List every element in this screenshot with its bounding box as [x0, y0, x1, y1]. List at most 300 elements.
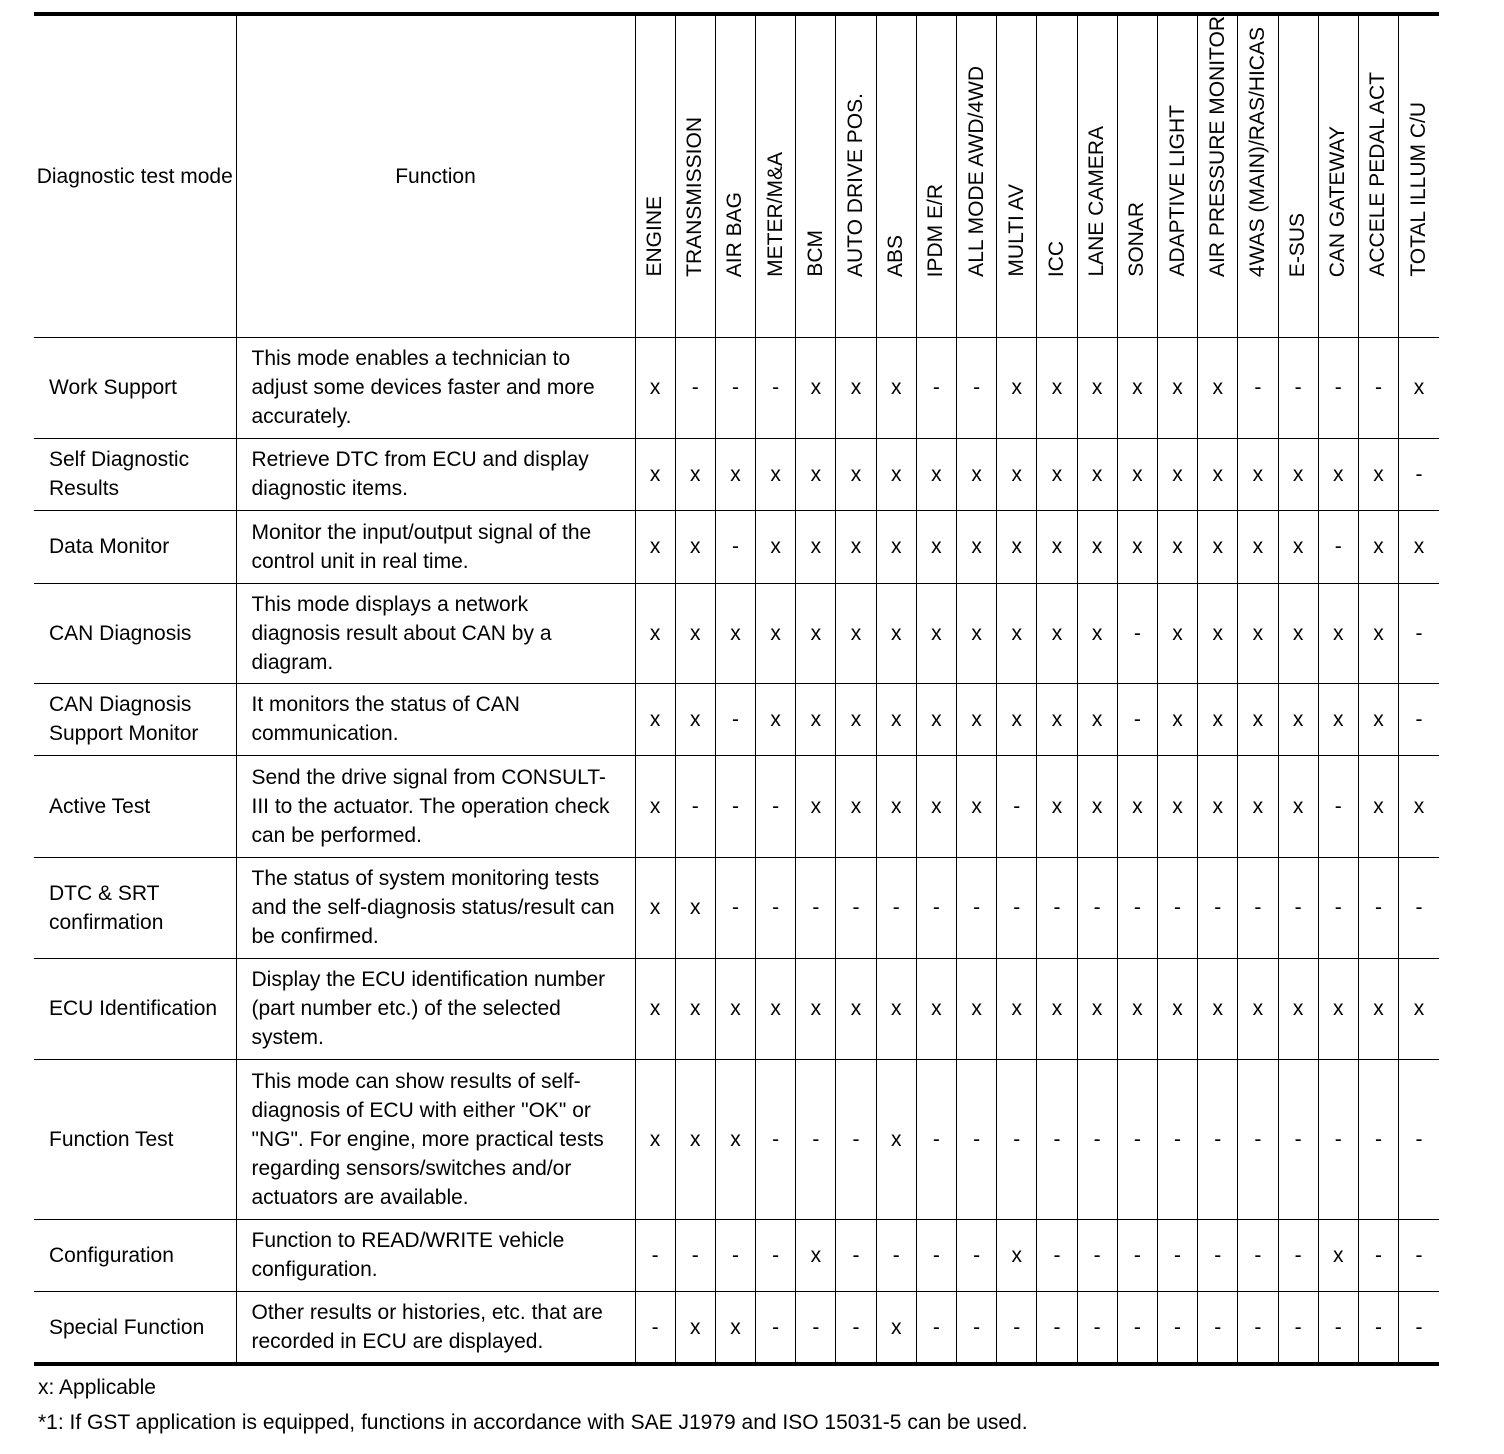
system-label: IPDM E/R	[924, 183, 948, 277]
applicability-cell: -	[1077, 1059, 1117, 1219]
applicability-cell: -	[1198, 857, 1238, 958]
applicability-cell: x	[1238, 958, 1278, 1059]
applicability-cell: -	[675, 755, 715, 857]
system-label: ADAPTIVE LIGHT	[1165, 105, 1189, 277]
applicability-cell: x	[715, 1059, 755, 1219]
applicability-cell: -	[1037, 857, 1077, 958]
applicability-cell: x	[1238, 755, 1278, 857]
mode-cell: Self Diagnostic Results	[34, 438, 236, 510]
applicability-cell: -	[836, 857, 876, 958]
applicability-cell: x	[1198, 683, 1238, 755]
applicability-cell: x	[635, 857, 675, 958]
applicability-cell: x	[1358, 510, 1398, 583]
applicability-cell: x	[1077, 438, 1117, 510]
system-label: ENGINE	[643, 196, 667, 277]
applicability-cell: -	[1157, 1219, 1197, 1291]
applicability-cell: x	[876, 337, 916, 438]
applicability-cell: x	[997, 683, 1037, 755]
applicability-cell: -	[1399, 438, 1439, 510]
mode-cell: Data Monitor	[34, 510, 236, 583]
applicability-cell: -	[796, 1291, 836, 1364]
function-cell: Send the drive signal from CONSULT-III to the actuator. The operation check can be performed.	[236, 755, 635, 857]
applicability-cell: x	[957, 583, 997, 683]
applicability-cell: -	[1037, 1291, 1077, 1364]
applicability-cell: -	[916, 337, 956, 438]
footnotes	[38, 1370, 1028, 1440]
header-system-11	[1077, 14, 1117, 337]
applicability-cell: -	[635, 1219, 675, 1291]
applicability-cell: x	[1358, 755, 1398, 857]
table-header-row	[34, 14, 1439, 337]
applicability-cell: -	[1318, 337, 1358, 438]
mode-cell: Active Test	[34, 755, 236, 857]
applicability-cell: -	[1117, 857, 1157, 958]
header-system-19	[1399, 14, 1439, 337]
applicability-cell: x	[1157, 337, 1197, 438]
applicability-cell: -	[1117, 1059, 1157, 1219]
diagnostic-mode-table	[34, 12, 1439, 1366]
applicability-cell: x	[635, 337, 675, 438]
applicability-cell: -	[957, 1291, 997, 1364]
header-system-7	[916, 14, 956, 337]
applicability-cell: x	[1238, 583, 1278, 683]
applicability-cell: -	[1198, 1059, 1238, 1219]
applicability-cell: x	[1318, 958, 1358, 1059]
applicability-cell: x	[876, 438, 916, 510]
applicability-cell: -	[1318, 755, 1358, 857]
applicability-cell: x	[916, 510, 956, 583]
table-row	[34, 958, 1439, 1059]
applicability-cell: x	[997, 510, 1037, 583]
applicability-cell: -	[1157, 1059, 1197, 1219]
applicability-cell: x	[1037, 958, 1077, 1059]
applicability-cell: -	[1399, 1059, 1439, 1219]
legend-note: x: Applicable	[38, 1376, 156, 1399]
applicability-cell: -	[1157, 1291, 1197, 1364]
mode-cell: DTC & SRT confirmation	[34, 857, 236, 958]
applicability-cell: -	[916, 1291, 956, 1364]
applicability-cell: -	[957, 1059, 997, 1219]
applicability-cell: x	[1037, 583, 1077, 683]
applicability-cell: -	[957, 337, 997, 438]
system-label: BCM	[803, 230, 827, 277]
table-row	[34, 755, 1439, 857]
applicability-cell: x	[635, 958, 675, 1059]
table-row	[34, 683, 1439, 755]
applicability-cell: -	[1358, 337, 1398, 438]
applicability-cell: x	[1399, 510, 1439, 583]
applicability-cell: x	[1198, 755, 1238, 857]
applicability-cell: -	[675, 1219, 715, 1291]
applicability-cell: x	[1278, 583, 1318, 683]
applicability-cell: x	[635, 583, 675, 683]
applicability-cell: -	[1318, 1291, 1358, 1364]
applicability-cell: x	[796, 337, 836, 438]
applicability-cell: -	[1077, 857, 1117, 958]
applicability-cell: x	[876, 683, 916, 755]
system-label: ACCELE PEDAL ACT	[1366, 72, 1390, 277]
header-system-5	[836, 14, 876, 337]
system-label: CAN GATEWAY	[1326, 125, 1350, 277]
applicability-cell: x	[1358, 958, 1398, 1059]
applicability-cell: x	[836, 337, 876, 438]
applicability-cell: -	[756, 1291, 796, 1364]
applicability-cell: x	[1358, 583, 1398, 683]
applicability-cell: x	[1157, 755, 1197, 857]
applicability-cell: -	[1399, 1291, 1439, 1364]
applicability-cell: x	[1077, 337, 1117, 438]
table-row	[34, 1059, 1439, 1219]
header-system-8	[957, 14, 997, 337]
mode-cell: CAN Diagnosis	[34, 583, 236, 683]
header-system-6	[876, 14, 916, 337]
applicability-cell: x	[876, 1059, 916, 1219]
applicability-cell: x	[957, 510, 997, 583]
applicability-cell: -	[1238, 1291, 1278, 1364]
applicability-cell: x	[916, 755, 956, 857]
system-label: SONAR	[1125, 202, 1149, 277]
applicability-cell: -	[1318, 857, 1358, 958]
applicability-cell: x	[1278, 958, 1318, 1059]
applicability-cell: x	[796, 755, 836, 857]
system-label: TRANSMISSION	[683, 117, 707, 277]
applicability-cell: -	[756, 1059, 796, 1219]
applicability-cell: x	[756, 583, 796, 683]
applicability-cell: -	[1399, 857, 1439, 958]
applicability-cell: -	[715, 1219, 755, 1291]
applicability-cell: -	[1198, 1219, 1238, 1291]
applicability-cell: -	[796, 857, 836, 958]
system-label: ALL MODE AWD/4WD	[964, 66, 988, 277]
applicability-cell: x	[675, 683, 715, 755]
applicability-cell: x	[1198, 438, 1238, 510]
applicability-cell: x	[1238, 683, 1278, 755]
system-label: ABS	[884, 234, 908, 277]
applicability-cell: x	[1318, 683, 1358, 755]
applicability-cell: x	[957, 755, 997, 857]
system-label: E-SUS	[1286, 212, 1310, 277]
applicability-cell: x	[1117, 337, 1157, 438]
applicability-cell: x	[1037, 683, 1077, 755]
mode-cell: Configuration	[34, 1219, 236, 1291]
applicability-cell: x	[1157, 510, 1197, 583]
applicability-cell: x	[957, 683, 997, 755]
applicability-cell: x	[796, 683, 836, 755]
header-system-4	[796, 14, 836, 337]
applicability-cell: x	[1198, 958, 1238, 1059]
table-row	[34, 1219, 1439, 1291]
applicability-cell: -	[1238, 337, 1278, 438]
applicability-cell: -	[1198, 1291, 1238, 1364]
applicability-cell: x	[1278, 438, 1318, 510]
mode-cell: ECU Identification	[34, 958, 236, 1059]
system-label: TOTAL ILLUM C/U	[1407, 102, 1431, 277]
header-system-12	[1117, 14, 1157, 337]
applicability-cell: -	[1278, 337, 1318, 438]
applicability-cell: x	[916, 438, 956, 510]
applicability-cell: x	[1117, 755, 1157, 857]
applicability-cell: x	[796, 1219, 836, 1291]
function-cell: This mode displays a network diagnosis result about CAN by a diagram.	[236, 583, 635, 683]
applicability-cell: x	[1037, 510, 1077, 583]
table-row	[34, 583, 1439, 683]
applicability-cell: -	[1278, 1219, 1318, 1291]
applicability-cell: x	[1077, 958, 1117, 1059]
table-body	[34, 337, 1439, 1364]
applicability-cell: x	[1117, 510, 1157, 583]
applicability-cell: -	[997, 857, 1037, 958]
applicability-cell: x	[997, 438, 1037, 510]
applicability-cell: -	[1278, 1291, 1318, 1364]
applicability-cell: x	[635, 755, 675, 857]
table-row	[34, 857, 1439, 958]
header-system-3	[756, 14, 796, 337]
applicability-cell: x	[1278, 755, 1318, 857]
applicability-cell: -	[756, 337, 796, 438]
applicability-cell: -	[1077, 1291, 1117, 1364]
applicability-cell: x	[997, 958, 1037, 1059]
table-row	[34, 438, 1439, 510]
applicability-cell: -	[756, 755, 796, 857]
applicability-cell: -	[796, 1059, 836, 1219]
applicability-cell: -	[1358, 857, 1398, 958]
applicability-cell: -	[1278, 1059, 1318, 1219]
applicability-cell: x	[957, 958, 997, 1059]
table-row	[34, 337, 1439, 438]
applicability-cell: -	[715, 510, 755, 583]
applicability-cell: x	[1198, 583, 1238, 683]
header-system-0	[635, 14, 675, 337]
applicability-cell: x	[635, 510, 675, 583]
applicability-cell: x	[715, 438, 755, 510]
applicability-cell: -	[715, 683, 755, 755]
applicability-cell: x	[997, 337, 1037, 438]
system-label: AIR PRESSURE MONITOR	[1205, 16, 1229, 277]
applicability-cell: -	[916, 1219, 956, 1291]
applicability-cell: x	[1037, 438, 1077, 510]
applicability-cell: x	[1399, 755, 1439, 857]
applicability-cell: -	[997, 1059, 1037, 1219]
applicability-cell: x	[1077, 583, 1117, 683]
applicability-cell: x	[916, 683, 956, 755]
function-cell: The status of system monitoring tests and the self-diagnosis status/result can be confirmed.	[236, 857, 635, 958]
function-cell: Function to READ/WRITE vehicle configuration.	[236, 1219, 635, 1291]
applicability-cell: x	[635, 438, 675, 510]
applicability-cell: x	[1358, 683, 1398, 755]
header-system-18	[1358, 14, 1398, 337]
applicability-cell: -	[876, 857, 916, 958]
applicability-cell: -	[1358, 1219, 1398, 1291]
header-system-13	[1157, 14, 1197, 337]
applicability-cell: -	[1358, 1291, 1398, 1364]
applicability-cell: -	[1117, 583, 1157, 683]
applicability-cell: x	[1399, 337, 1439, 438]
applicability-cell: -	[957, 1219, 997, 1291]
applicability-cell: -	[1238, 1219, 1278, 1291]
applicability-cell: x	[836, 683, 876, 755]
applicability-cell: -	[876, 1219, 916, 1291]
applicability-cell: -	[997, 755, 1037, 857]
applicability-cell: -	[1238, 857, 1278, 958]
applicability-cell: x	[1037, 755, 1077, 857]
table-row	[34, 510, 1439, 583]
applicability-cell: x	[675, 583, 715, 683]
applicability-cell: x	[756, 958, 796, 1059]
applicability-cell: x	[675, 438, 715, 510]
applicability-cell: -	[756, 1219, 796, 1291]
applicability-cell: x	[1037, 337, 1077, 438]
applicability-cell: -	[675, 337, 715, 438]
applicability-cell: -	[715, 337, 755, 438]
applicability-cell: x	[997, 1219, 1037, 1291]
mode-cell: Special Function	[34, 1291, 236, 1364]
applicability-cell: x	[675, 1291, 715, 1364]
system-label: LANE CAMERA	[1085, 126, 1109, 277]
applicability-cell: -	[1238, 1059, 1278, 1219]
applicability-cell: -	[1117, 1291, 1157, 1364]
header-system-1	[675, 14, 715, 337]
applicability-cell: -	[1037, 1059, 1077, 1219]
applicability-cell: x	[796, 958, 836, 1059]
applicability-cell: -	[836, 1059, 876, 1219]
applicability-cell: x	[675, 958, 715, 1059]
applicability-cell: x	[1399, 958, 1439, 1059]
applicability-cell: x	[635, 1059, 675, 1219]
applicability-cell: -	[1037, 1219, 1077, 1291]
function-cell: This mode can show results of self-diagnosis of ECU with either "OK" or "NG". For engine, more practical tests regarding sensors/switches and/or actuators are available.	[236, 1059, 635, 1219]
function-cell: Retrieve DTC from ECU and display diagnostic items.	[236, 438, 635, 510]
applicability-cell: x	[1278, 510, 1318, 583]
applicability-cell: x	[1278, 683, 1318, 755]
applicability-cell: x	[1238, 510, 1278, 583]
applicability-cell: -	[836, 1291, 876, 1364]
applicability-cell: x	[997, 583, 1037, 683]
applicability-cell: x	[1117, 438, 1157, 510]
applicability-cell: -	[1318, 1059, 1358, 1219]
system-label: METER/M&A	[763, 152, 787, 277]
applicability-cell: x	[1077, 683, 1117, 755]
header-function: Function	[236, 14, 635, 337]
applicability-cell: -	[1077, 1219, 1117, 1291]
function-cell: Monitor the input/output signal of the control unit in real time.	[236, 510, 635, 583]
header-system-10	[1037, 14, 1077, 337]
applicability-cell: -	[1358, 1059, 1398, 1219]
applicability-cell: x	[675, 857, 715, 958]
applicability-cell: x	[1358, 438, 1398, 510]
footnote-1: *1: If GST application is equipped, functions in accordance with SAE J1979 and ISO 15031-5 can be used.	[38, 1411, 1028, 1434]
applicability-cell: x	[1318, 1219, 1358, 1291]
applicability-cell: x	[876, 755, 916, 857]
applicability-cell: x	[836, 438, 876, 510]
applicability-cell: -	[1117, 683, 1157, 755]
applicability-cell: -	[997, 1291, 1037, 1364]
applicability-cell: x	[796, 438, 836, 510]
applicability-cell: x	[1198, 510, 1238, 583]
function-cell: Other results or histories, etc. that are recorded in ECU are displayed.	[236, 1291, 635, 1364]
applicability-cell: x	[876, 958, 916, 1059]
applicability-cell: x	[1077, 510, 1117, 583]
applicability-cell: x	[836, 755, 876, 857]
applicability-cell: x	[675, 510, 715, 583]
applicability-cell: x	[1198, 337, 1238, 438]
applicability-cell: x	[1157, 583, 1197, 683]
applicability-cell: x	[796, 510, 836, 583]
applicability-cell: x	[796, 583, 836, 683]
header-system-17	[1318, 14, 1358, 337]
applicability-cell: -	[1157, 857, 1197, 958]
applicability-cell: x	[1157, 958, 1197, 1059]
applicability-cell: x	[715, 583, 755, 683]
mode-cell: Function Test	[34, 1059, 236, 1219]
applicability-cell: x	[916, 583, 956, 683]
applicability-cell: x	[916, 958, 956, 1059]
header-system-16	[1278, 14, 1318, 337]
header-system-9	[997, 14, 1037, 337]
applicability-cell: x	[836, 583, 876, 683]
applicability-cell: x	[1157, 438, 1197, 510]
applicability-cell: x	[1157, 683, 1197, 755]
applicability-cell: x	[756, 683, 796, 755]
applicability-cell: x	[876, 1291, 916, 1364]
system-label: AUTO DRIVE POS.	[844, 92, 868, 277]
applicability-cell: -	[1399, 583, 1439, 683]
applicability-cell: x	[836, 510, 876, 583]
header-diagnostic-test-mode: Diagnostic test mode	[34, 14, 236, 337]
mode-cell: Work Support	[34, 337, 236, 438]
applicability-cell: -	[916, 1059, 956, 1219]
applicability-cell: x	[957, 438, 997, 510]
system-label: MULTI AV	[1004, 184, 1028, 277]
applicability-cell: -	[836, 1219, 876, 1291]
function-cell: It monitors the status of CAN communication.	[236, 683, 635, 755]
applicability-cell: -	[1399, 1219, 1439, 1291]
header-system-2	[715, 14, 755, 337]
mode-cell: CAN Diagnosis Support Monitor	[34, 683, 236, 755]
applicability-cell: x	[1238, 438, 1278, 510]
header-system-14	[1198, 14, 1238, 337]
applicability-cell: -	[1399, 683, 1439, 755]
applicability-cell: -	[715, 755, 755, 857]
applicability-cell: -	[957, 857, 997, 958]
applicability-cell: -	[1117, 1219, 1157, 1291]
applicability-cell: -	[916, 857, 956, 958]
applicability-cell: -	[715, 857, 755, 958]
applicability-cell: -	[756, 857, 796, 958]
applicability-cell: -	[1278, 857, 1318, 958]
header-system-15	[1238, 14, 1278, 337]
system-label: AIR BAG	[723, 191, 747, 277]
applicability-cell: x	[836, 958, 876, 1059]
applicability-cell: x	[756, 438, 796, 510]
applicability-cell: x	[876, 510, 916, 583]
applicability-cell: -	[1318, 510, 1358, 583]
applicability-cell: x	[1318, 438, 1358, 510]
applicability-cell: x	[675, 1059, 715, 1219]
system-label: ICC	[1044, 240, 1068, 277]
applicability-cell: x	[715, 1291, 755, 1364]
applicability-cell: -	[635, 1291, 675, 1364]
system-label: 4WAS (MAIN)/RAS/HICAS	[1245, 26, 1269, 277]
applicability-cell: x	[715, 958, 755, 1059]
function-cell: This mode enables a technician to adjust some devices faster and more accurately.	[236, 337, 635, 438]
table-row	[34, 1291, 1439, 1364]
applicability-cell: x	[756, 510, 796, 583]
applicability-cell: x	[1117, 958, 1157, 1059]
applicability-cell: x	[1318, 583, 1358, 683]
applicability-cell: x	[876, 583, 916, 683]
applicability-cell: x	[1077, 755, 1117, 857]
function-cell: Display the ECU identification number (part number etc.) of the selected system.	[236, 958, 635, 1059]
